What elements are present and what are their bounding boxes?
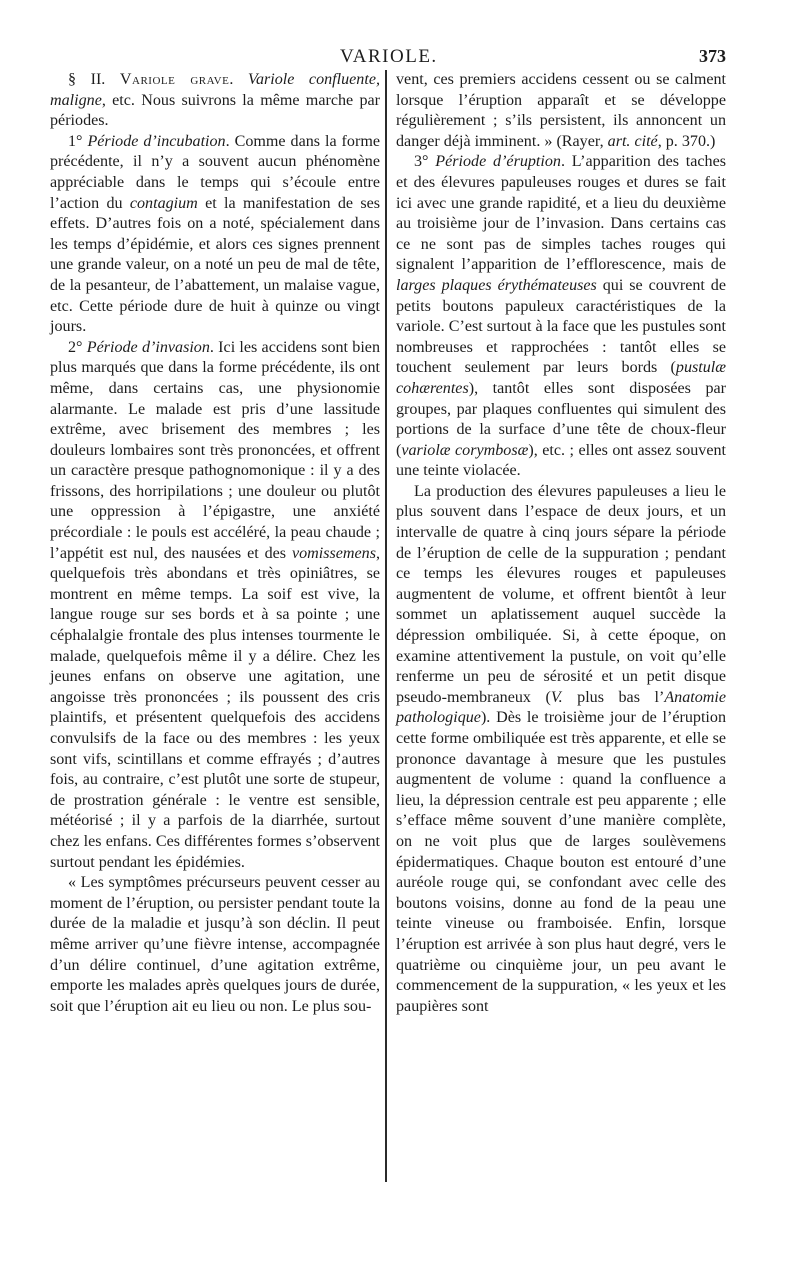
small-caps-text: Variole grave [119, 71, 230, 88]
text-run: 1° [68, 132, 88, 150]
text-run: ), tantôt elles sont disposées par groupes, par plaques confluentes qui simulent des portions de la surface d’une tête de choux-fleur ( [396, 379, 726, 459]
paragraph [396, 482, 726, 1017]
italic-text: contagium [129, 194, 198, 212]
text-run: 3° [414, 153, 436, 171]
text-run: . [229, 71, 248, 88]
left-column [50, 70, 380, 1017]
italic-text: pustulæ cohærentes [396, 359, 726, 397]
text-run: et la manifestation de ses effets. D’autres fois on a noté, spécialement dans les temps d’épidémie, et alors ces signes prennent une grande valeur, on a noté un peu de mal de tête, de la pesanteur, de l’abattement, un malaise vague, etc. Cette période dure de huit à quinze ou vingt jours. [50, 194, 380, 336]
italic-text: variolæ corymbosæ [401, 441, 529, 459]
italic-text: Période d’incubation [87, 132, 226, 150]
column-rule [385, 70, 387, 1182]
paragraph [50, 70, 380, 132]
italic-text: larges plaques érythémateuses [396, 276, 597, 294]
text-run: § II. [68, 71, 120, 88]
text-run: vent, ces premiers accidens cessent ou se calment lorsque l’éruption apparaît et se développe régulièrement ; s’ils persistent, ils annoncent un danger déjà imminent. » (Rayer, [396, 71, 726, 150]
italic-text: vomissemens [291, 544, 376, 562]
text-run: qui se couvrent de petits boutons papuleux caractéristiques de la variole. C’est surtout à la face que les pustules sont nombreuses et rapprochées : tantôt elles se touchent seulement par leurs bords ( [396, 276, 727, 377]
running-head [50, 46, 730, 70]
paragraph [396, 70, 726, 152]
text-run: . L’apparition des taches et des élevures papuleuses rouges et dures se fait ici avec une grande rapidité, et a lieu du deuxième au troisième jour de l’invasion. Dans certains cas ce ne sont pas de simples taches rouges qui signalent l’apparition de l’efflorescence, mais de [396, 153, 726, 274]
italic-text: Période d’invasion [86, 338, 210, 356]
paragraph [50, 873, 380, 1017]
text-run: ), etc. ; elles ont assez souvent une teinte violacée. [396, 441, 726, 480]
text-run: , quelquefois très abondans et très opiniâtres, se montrent en même temps. La soif est vive, la langue rouge sur ses bords et à sa pointe ; une céphalalgie frontale des plus intenses tourmente le malade, quelquefois même il y a délire. Chez les jeunes enfans on observe une agitation, une angoisse très prononcées ; ils poussent des cris plaintifs, et présentent quelquefois des accidens convulsifs de la face ou des membres : les yeux sont vifs, scintillans et comme effrayés ; d’autres fois, au contraire, c’est plutôt une sorte de stupeur, de prostration générale : le ventre est sensible, météorisé ; il y a parfois de la diarrhée, surtout chez les enfans. Ces différentes formes s’observent surtout pendant les épidémies. [50, 544, 380, 871]
paragraph [50, 132, 380, 338]
running-title: VARIOLE. [340, 46, 438, 67]
text-run: plus bas l’ [562, 688, 665, 706]
page-number: 373 [699, 46, 726, 66]
paragraph [50, 338, 380, 873]
text-run: , etc. Nous suivrons la même marche par périodes. [50, 91, 380, 130]
italic-text: Anatomie pathologique [396, 688, 726, 727]
text-run: « Les symptômes précurseurs peuvent cesser au moment de l’éruption, ou persister pendant toute la durée de la maladie et jusqu’à son déclin. Il peut même arriver qu’une fièvre intense, accompagnée d’un délire continuel, d’une agitation extrême, emporte les malades après quelques jours de durée, soit que l’éruption ait eu lieu ou non. Le plus sou- [50, 874, 380, 1015]
text-run: . Ici les accidens sont bien plus marqués que dans la forme précédente, ils ont même, dans certains cas, une physionomie alarmante. Le malade est pris d’une lassitude extrême, avec brisement des membres ; les douleurs lombaires sont très prononcées, et offrent un caractère presque pathognomonique : il y a des frissons, des horripilations ; une douleur ou plutôt une oppression à l’épigastre, une anxiété précordiale : le pouls est accéléré, la peau chaude ; l’appétit est nul, des nausées et des [50, 338, 380, 562]
italic-text: art. cité [607, 132, 658, 150]
text-run: ). Dès le troisième jour de l’éruption cette forme ombiliquée est très apparente, et elle se prononce davantage à mesure que les pustules augmentent de volume : quand la confluence a lieu, la dépression centrale est peu apparente ; elle s’efface même souvent d’une manière complète, on ne voit plus que de larges soulèvemens épidermatiques. Chaque bouton est entouré d’une auréole rouge qui, se confondant avec celle des boutons voisins, donne au fond de la peau une teinte vineuse ou framboisée. Enfin, lorsque l’éruption est arrivée à son plus haut degré, vers le quatrième ou cinquième jour, un peu avant le commencement de la suppuration, « les yeux et les paupières sont [396, 709, 726, 1015]
italic-text: V. [550, 688, 563, 706]
text-run: . Comme dans la forme précédente, il n’y a souvent aucun phénomène appréciable dans le temps qui s’écoule entre l’action du [50, 132, 380, 212]
text-run: 2° [68, 338, 87, 356]
text-run: , p. 370.) [657, 132, 716, 150]
text-run: La production des élevures papuleuses a lieu le plus souvent dans l’espace de deux jours, et un intervalle de quatre à cinq jours sépare la période de l’éruption de celle de la suppuration ; pendant ce temps les élevures rouges et papuleuses augmentent de volume, et offrent bientôt à leur sommet un aplatissement auquel succède la dépression ombiliquée. Si, à cette époque, on examine attentivement la pustule, on voit qu’elle renferme un peu de sérosité et un petit disque pseudo-membraneux ( [396, 482, 726, 706]
italic-text: Variole confluente, maligne [50, 71, 380, 109]
italic-text: Période d’éruption [435, 153, 561, 171]
paragraph [396, 152, 726, 482]
right-column [396, 70, 726, 1017]
